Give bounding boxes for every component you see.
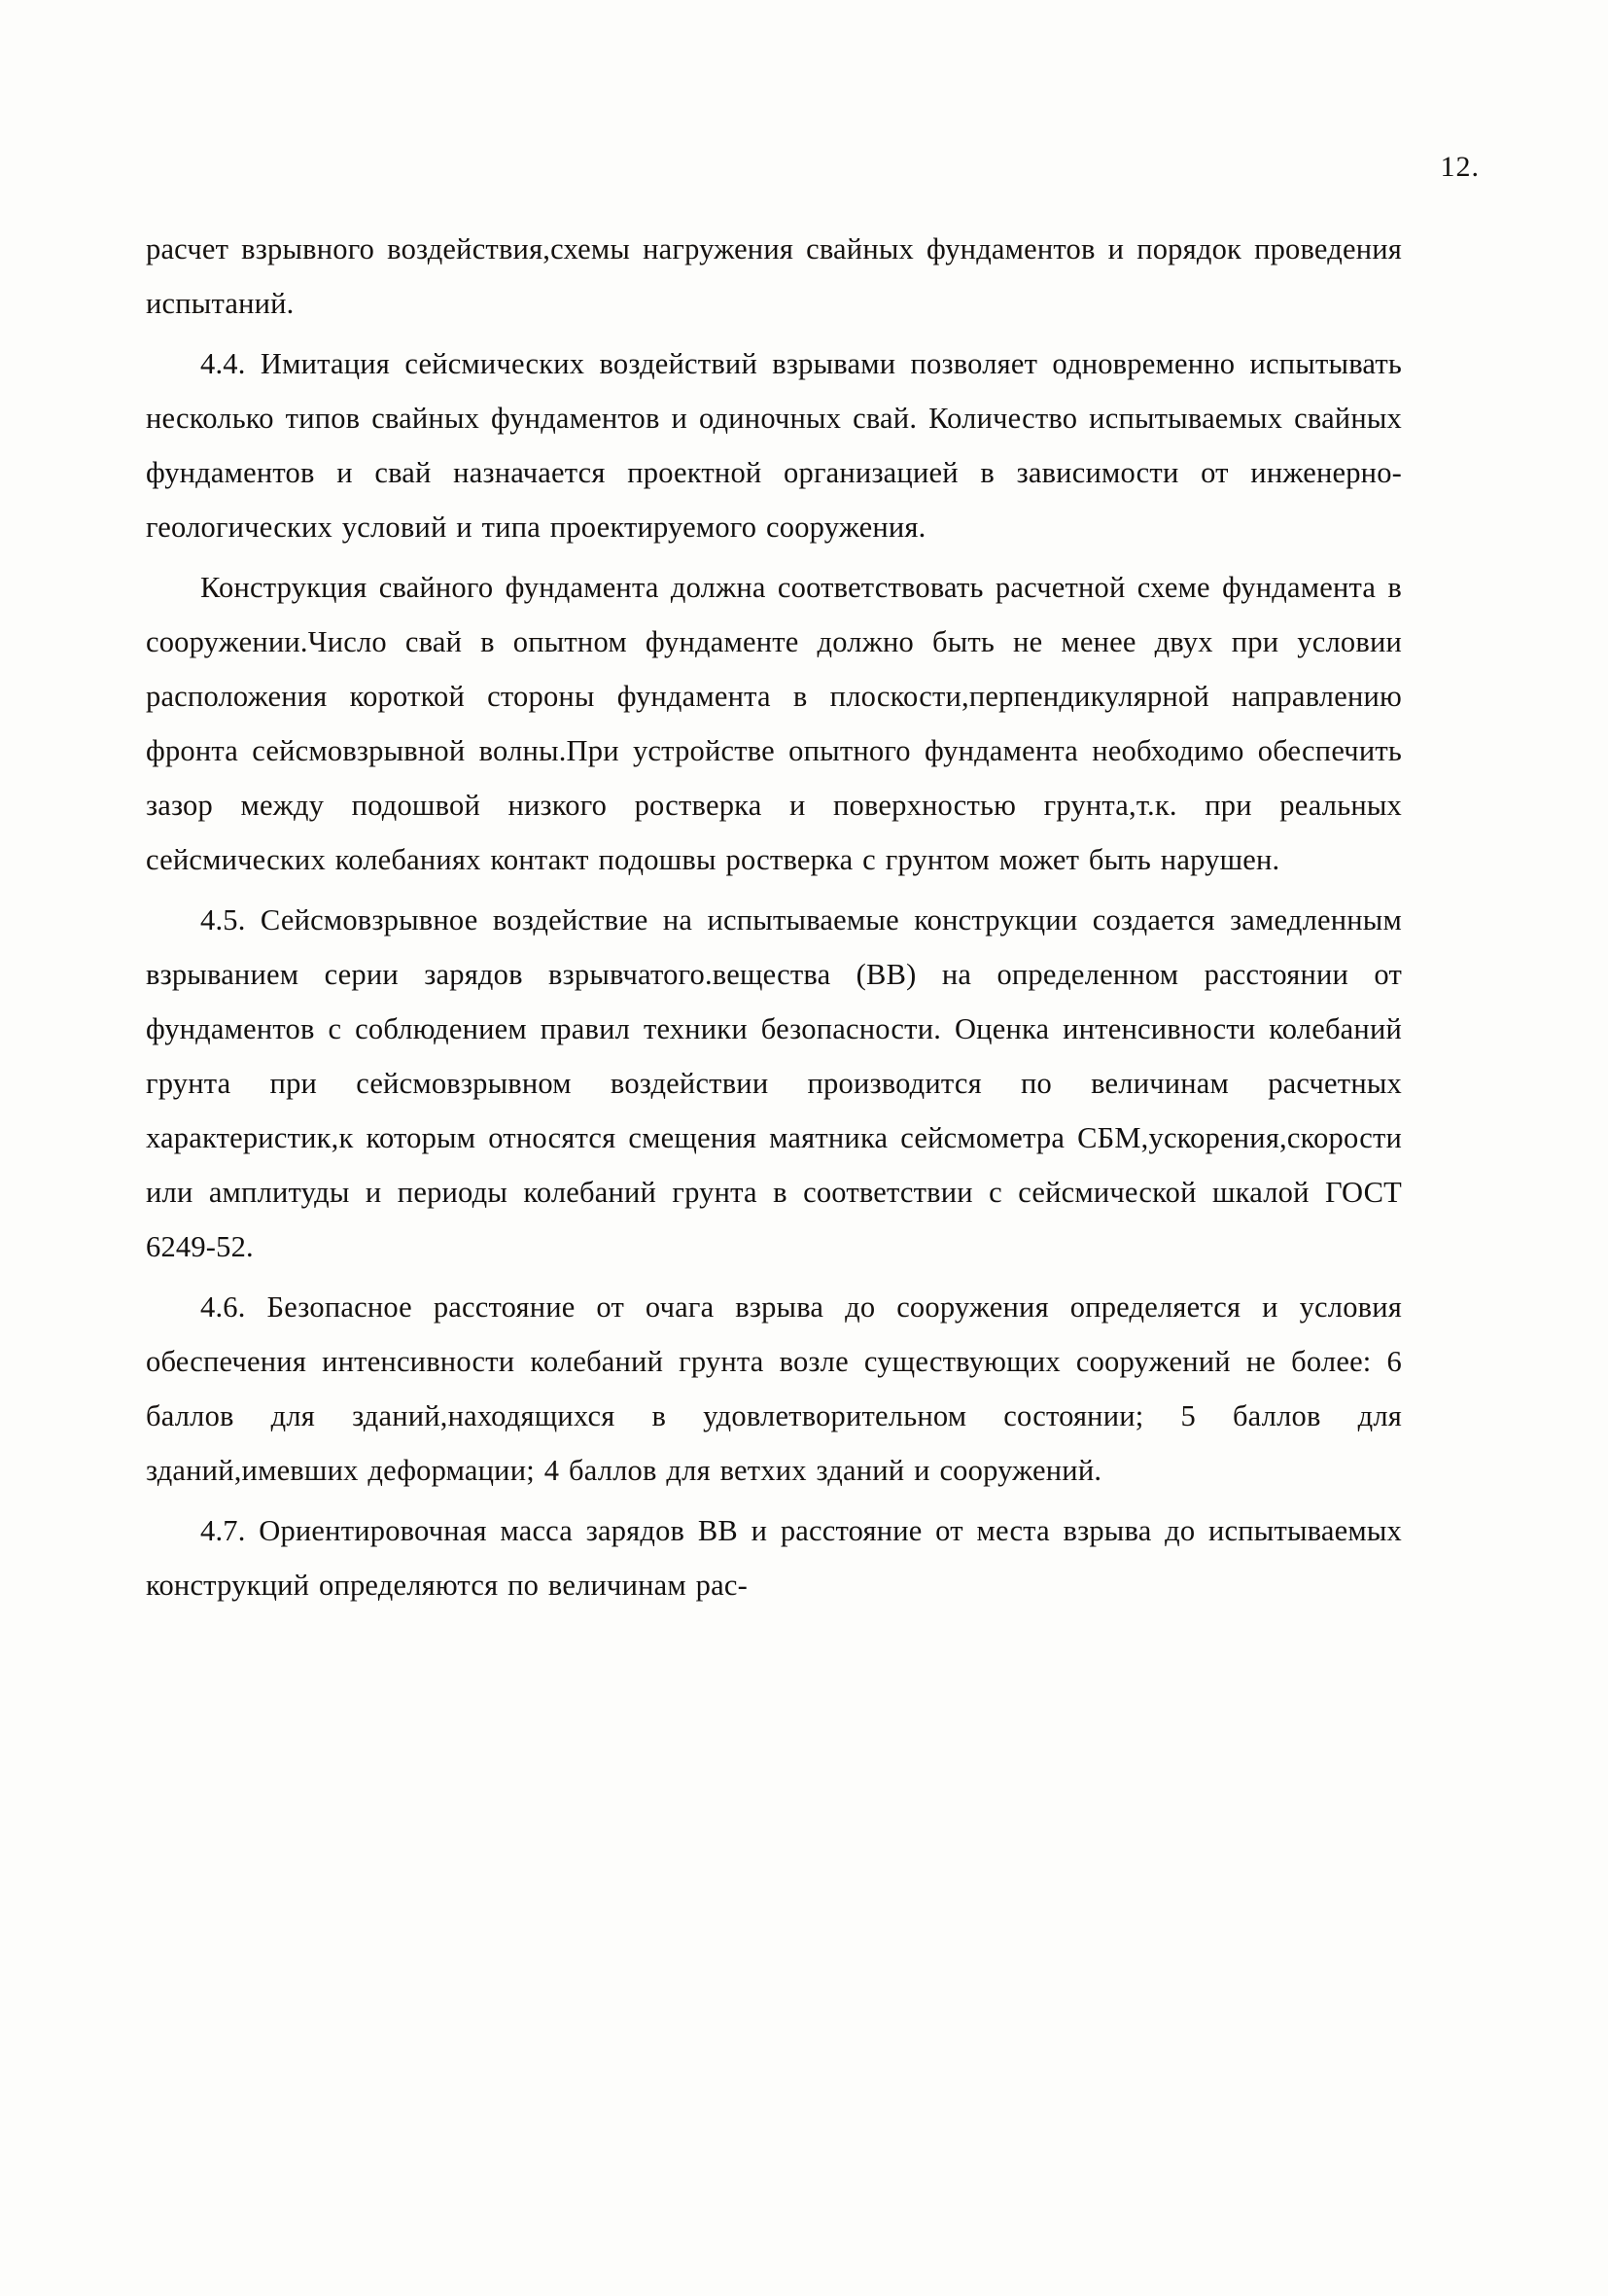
paragraph-4-5: 4.5. Сейсмовзрывное воздействие на испытываемые конструкции создается замедленным взрыванием серии зарядов взрывчатого.вещества (ВВ) на определенном расстоянии от фундаментов с соблюдением правил техники безопасности. Оценка интенсивности колебаний грунта при сейсмовзрывном воздействии производится по величинам расчетных характеристик,к которым относятся смещения маятника сейсмометра СБМ,ускорения,скорости или амплитуды и периоды колебаний грунта в соответствии с сейсмической шкалой ГОСТ 6249-52. bbox=[146, 903, 1402, 1263]
page-number: 12. bbox=[1440, 151, 1480, 183]
paragraph-4-4: 4.4. Имитация сейсмических воздействий взрывами позволяет одновременно испытывать несколько типов свайных фундаментов и одиночных свай. Количество испытываемых свайных фундаментов и свай назначается проектной организацией в зависимости от инженерно-геологических условий и типа проектируемого сооружения. bbox=[146, 347, 1402, 544]
paragraph-construction: Конструкция свайного фундамента должна соответствовать расчетной схеме фундамента в сооружении.Число свай в опытном фундаменте должно быть не менее двух при условии расположения короткой стороны фундамента в плоскости,перпендикулярной направлению фронта сейсмовзрывной волны.При устройстве опытного фундамента необходимо обеспечить зазор между подошвой низкого ростверка и поверхностью грунта,т.к. при реальных сейсмических колебаниях контакт подошвы ростверка с грунтом может быть нарушен. bbox=[146, 571, 1402, 876]
paragraph-4-7: 4.7. Ориентировочная масса зарядов ВВ и расстояние от места взрыва до испытываемых конструкций определяются по величинам рас- bbox=[146, 1514, 1402, 1602]
paragraph-4-6: 4.6. Безопасное расстояние от очага взрыва до сооружения определяется и условия обеспечения интенсивности колебаний грунта возле существующих сооружений не более: 6 баллов для зданий,находящихся в удовлетворительном состоянии; 5 баллов для зданий,имевших деформации; 4 баллов для ветхих зданий и сооружений. bbox=[146, 1290, 1402, 1487]
document-body bbox=[146, 222, 1402, 1612]
paragraph-continuation: расчет взрывного воздействия,схемы нагружения свайных фундаментов и порядок проведения испытаний. bbox=[146, 232, 1402, 320]
